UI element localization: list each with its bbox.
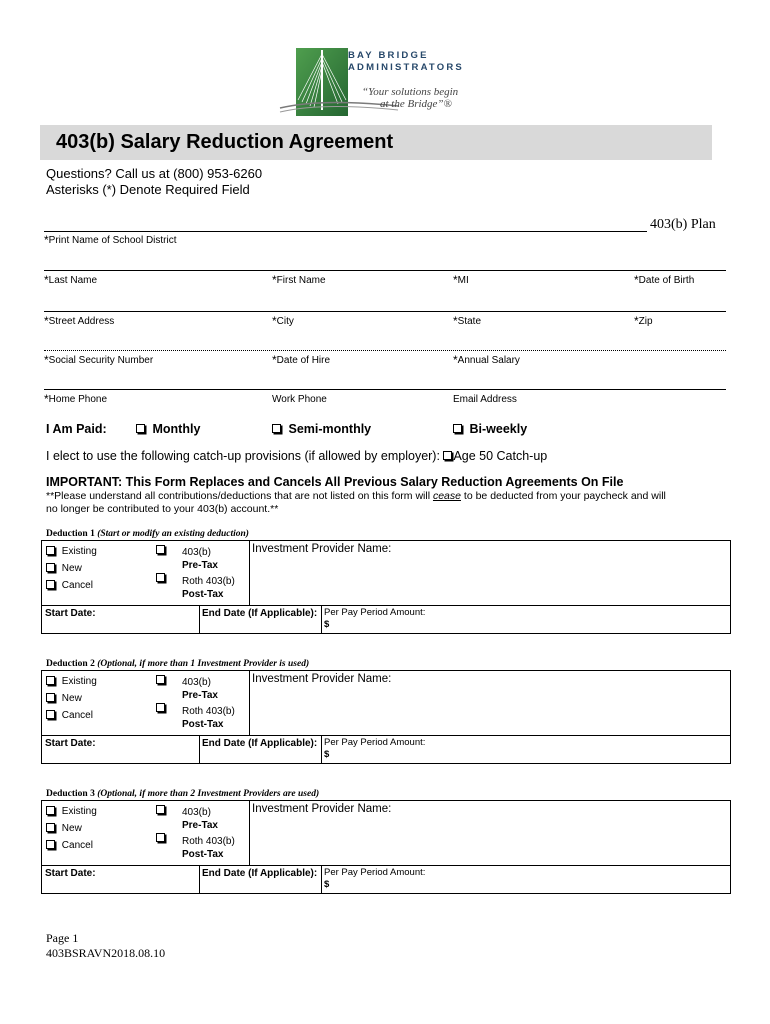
deduction-1-dollar: $	[324, 619, 330, 630]
catchup-text: I elect to use the following catch-up provisions (if allowed by employer): Age 50 Catch-up	[46, 449, 548, 463]
deduction-1-roth-label: Roth 403(b)	[182, 576, 235, 587]
contact-info: Questions? Call us at (800) 953-6260	[46, 166, 263, 181]
deduction-1-existing[interactable]: Existing	[46, 546, 97, 557]
deduction-2-cancel[interactable]: Cancel	[46, 710, 93, 721]
deduction-3-cancel[interactable]: Cancel	[46, 840, 93, 851]
important-note-line1: **Please understand all contributions/deductions that are not listed on this form will cease to be deducted from your paycheck and will	[46, 490, 666, 502]
deduction-2-403b-label: 403(b)	[182, 677, 211, 688]
mi-label: *MI	[453, 273, 469, 287]
logo-text-line2: ADMINISTRATORS	[348, 62, 464, 73]
home-phone-label: *Home Phone	[44, 392, 108, 406]
deduction-2-box	[41, 670, 731, 764]
dob-label: *Date of Birth	[634, 273, 695, 287]
deduction-3-per-pay-label[interactable]: Per Pay Period Amount:	[324, 867, 426, 878]
page-number: Page 1	[46, 931, 79, 945]
deduction-1-pretax-label: Pre-Tax	[182, 560, 218, 571]
paid-label: I Am Paid:	[46, 422, 107, 436]
school-district-line[interactable]	[44, 231, 647, 232]
deduction-1-start-date[interactable]: Start Date:	[45, 608, 96, 619]
deduction-1-cancel[interactable]: Cancel	[46, 580, 93, 591]
deduction-1-box	[41, 540, 731, 634]
important-note-line2: no longer be contributed to your 403(b) account.**	[46, 503, 279, 515]
semi-monthly-checkbox[interactable]	[272, 424, 281, 433]
deduction-2-per-pay-label[interactable]: Per Pay Period Amount:	[324, 737, 426, 748]
zip-label: *Zip	[634, 314, 653, 328]
deduction-1-403b-label: 403(b)	[182, 547, 211, 558]
semi-monthly-option[interactable]: Semi-monthly	[272, 422, 371, 436]
phone-line[interactable]	[44, 389, 726, 390]
deduction-2-existing[interactable]: Existing	[46, 676, 97, 687]
title-bar	[40, 125, 712, 160]
deduction-2-provider-label[interactable]: Investment Provider Name:	[252, 673, 392, 685]
last-name-label: *Last Name	[44, 273, 98, 287]
deduction-3-title: Deduction 3 (Optional, if more than 2 Investment Providers are used)	[46, 789, 320, 799]
deduction-3-403b-label: 403(b)	[182, 807, 211, 818]
city-label: *City	[272, 314, 294, 328]
ssn-line[interactable]	[44, 350, 726, 351]
deduction-1-provider-label[interactable]: Investment Provider Name:	[252, 543, 392, 555]
deduction-3-provider-label[interactable]: Investment Provider Name:	[252, 803, 392, 815]
deduction-2-title: Deduction 2 (Optional, if more than 1 Investment Provider is used)	[46, 659, 310, 669]
deduction-2-pretax-checkbox[interactable]	[156, 675, 169, 686]
deduction-3-end-date[interactable]: End Date (If Applicable):	[202, 868, 318, 879]
bi-weekly-checkbox[interactable]	[453, 424, 462, 433]
form-code: 403BSRAVN2018.08.10	[46, 946, 166, 960]
deduction-1-posttax-label: Post-Tax	[182, 589, 224, 600]
deduction-2-dollar: $	[324, 749, 330, 760]
deduction-1-new[interactable]: New	[46, 563, 82, 574]
ssn-label: *Social Security Number	[44, 353, 154, 367]
deduction-3-posttax-label: Post-Tax	[182, 849, 224, 860]
deduction-2-posttax-label: Post-Tax	[182, 719, 224, 730]
monthly-option[interactable]: Monthly	[136, 422, 200, 436]
bi-weekly-option[interactable]: Bi-weekly	[453, 422, 527, 436]
first-name-label: *First Name	[272, 273, 326, 287]
deduction-3-pretax-checkbox[interactable]	[156, 805, 169, 816]
address-line[interactable]	[44, 311, 726, 312]
email-label: Email Address	[453, 394, 517, 405]
school-district-label: *Print Name of School District	[44, 233, 177, 247]
monthly-checkbox[interactable]	[136, 424, 145, 433]
deduction-2-posttax-checkbox[interactable]	[156, 703, 169, 714]
age50-checkbox[interactable]	[443, 451, 452, 460]
deduction-2-pretax-label: Pre-Tax	[182, 690, 218, 701]
salary-label: *Annual Salary	[453, 353, 520, 367]
logo-text-line1: BAY BRIDGE	[348, 50, 429, 61]
deduction-3-posttax-checkbox[interactable]	[156, 833, 169, 844]
deduction-2-start-date[interactable]: Start Date:	[45, 738, 96, 749]
deduction-2-end-date[interactable]: End Date (If Applicable):	[202, 738, 318, 749]
deduction-3-dollar: $	[324, 879, 330, 890]
deduction-1-pretax-checkbox[interactable]	[156, 545, 169, 556]
deduction-3-pretax-label: Pre-Tax	[182, 820, 218, 831]
deduction-3-start-date[interactable]: Start Date:	[45, 868, 96, 879]
deduction-3-roth-label: Roth 403(b)	[182, 836, 235, 847]
required-note: Asterisks (*) Denote Required Field	[46, 182, 250, 197]
deduction-2-roth-label: Roth 403(b)	[182, 706, 235, 717]
deduction-1-title: Deduction 1 (Start or modify an existing deduction)	[46, 529, 249, 539]
hire-date-label: *Date of Hire	[272, 353, 331, 367]
work-phone-label: Work Phone	[272, 394, 327, 405]
logo-tagline-line2: at the Bridge”®	[380, 98, 452, 110]
name-line[interactable]	[44, 270, 726, 271]
logo-tagline-line1: “Your solutions begin	[362, 86, 459, 98]
plan-suffix: 403(b) Plan	[650, 217, 716, 232]
deduction-1-per-pay-label[interactable]: Per Pay Period Amount:	[324, 607, 426, 618]
state-label: *State	[453, 314, 482, 328]
deduction-3-new[interactable]: New	[46, 823, 82, 834]
deduction-3-existing[interactable]: Existing	[46, 806, 97, 817]
page-title: 403(b) Salary Reduction Agreement	[56, 131, 394, 153]
deduction-1-end-date[interactable]: End Date (If Applicable):	[202, 608, 318, 619]
deduction-1-posttax-checkbox[interactable]	[156, 573, 169, 584]
deduction-3-box	[41, 800, 731, 894]
important-heading: IMPORTANT: This Form Replaces and Cancels All Previous Salary Reduction Agreements On File	[46, 475, 624, 489]
street-label: *Street Address	[44, 314, 115, 328]
age50-label: Age 50 Catch-up	[453, 449, 548, 463]
deduction-2-new[interactable]: New	[46, 693, 82, 704]
